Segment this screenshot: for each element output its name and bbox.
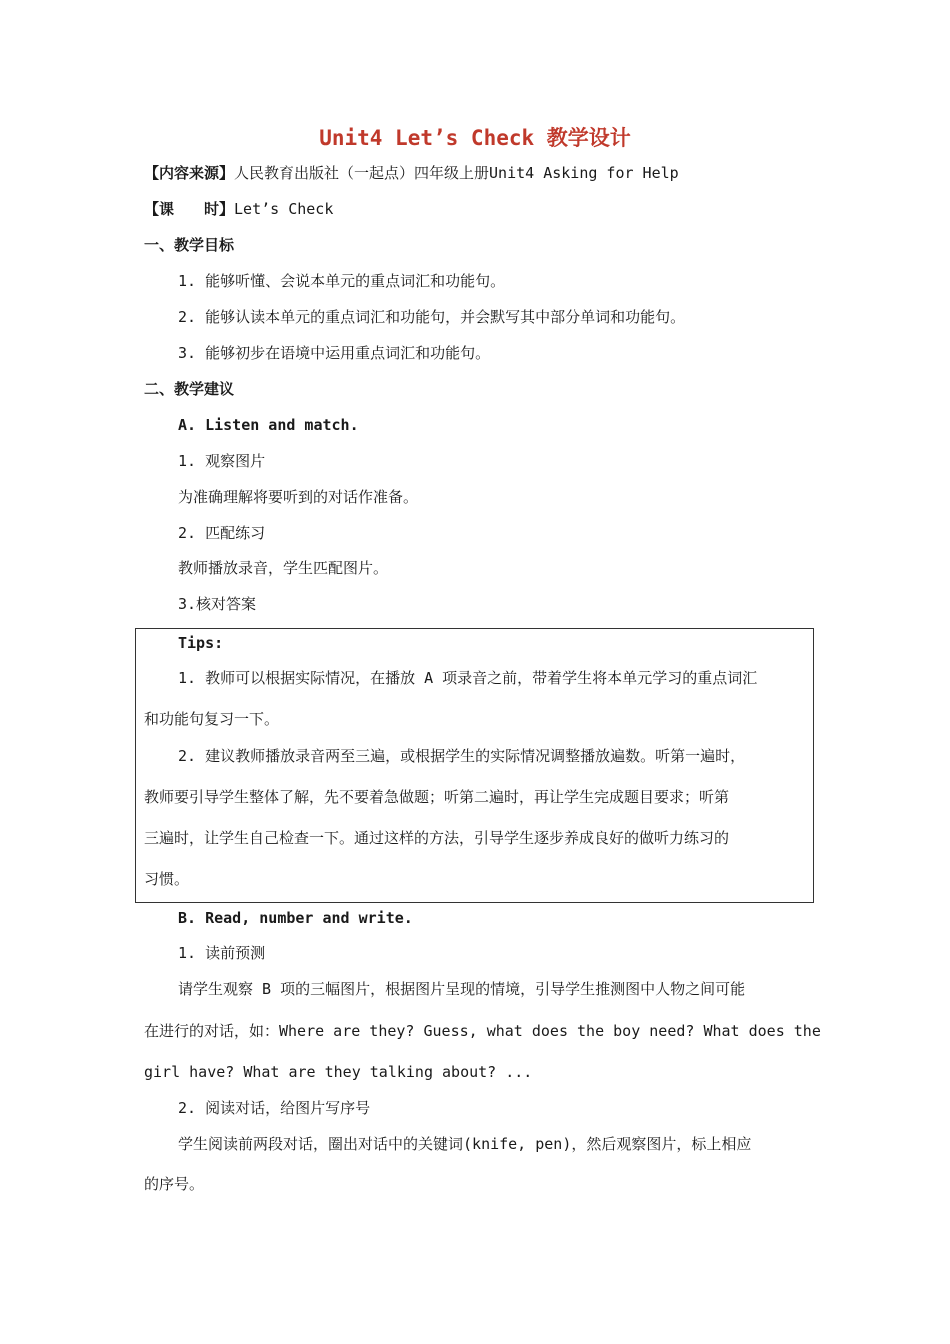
part-a-step2-text: 教师播放录音，学生匹配图片。 — [178, 559, 389, 577]
objective-item: 2. 能够认读本单元的重点词汇和功能句，并会默写其中部分单词和功能句。 — [178, 308, 686, 326]
part-a-title: A. Listen and match. — [178, 416, 359, 434]
source-line — [144, 162, 679, 184]
part-b-text: 在进行的对话，如：Where are they? Guess, what does the boy need? What does the — [144, 1022, 821, 1040]
part-b-step1: 1. 读前预测 — [178, 944, 266, 962]
part-a-step2: 2. 匹配练习 — [178, 524, 266, 542]
lesson-value: Let’s Check — [234, 200, 334, 218]
lesson-label: 【课 时】 — [144, 200, 235, 218]
part-b-text: 请学生观察 B 项的三幅图片，根据图片呈现的情境，引导学生推测图中人物之间可能 — [178, 980, 746, 998]
part-b-text: 的序号。 — [144, 1175, 205, 1193]
lesson-line — [144, 198, 333, 220]
section2-heading: 二、教学建议 — [144, 380, 235, 398]
tips-text: 1. 教师可以根据实际情况，在播放 A 项录音之前，带着学生将本单元学习的重点词汇 — [178, 669, 758, 687]
tips-text: 和功能句复习一下。 — [144, 710, 280, 728]
source-value: 人民教育出版社（一起点）四年级上册Unit4 Asking for Help — [234, 164, 679, 182]
part-b-title: B. Read, number and write. — [178, 909, 413, 927]
part-b-text: 学生阅读前两段对话，圈出对话中的关键词(knife, pen)，然后观察图片，标上相应 — [178, 1135, 752, 1153]
document-title: Unit4 Let’s Check 教学设计 — [319, 126, 631, 150]
part-a-step3: 3.核对答案 — [178, 595, 257, 613]
tips-text: 习惯。 — [144, 870, 190, 888]
section1-heading: 一、教学目标 — [144, 236, 235, 254]
objective-item: 3. 能够初步在语境中运用重点词汇和功能句。 — [178, 344, 491, 362]
source-label: 【内容来源】 — [144, 164, 235, 182]
tips-label: Tips: — [178, 634, 224, 652]
part-b-text: girl have? What are they talking about? ... — [144, 1063, 533, 1081]
objective-item: 1. 能够听懂、会说本单元的重点词汇和功能句。 — [178, 272, 506, 290]
tips-text: 教师要引导学生整体了解，先不要着急做题；听第二遍时，再让学生完成题目要求；听第 — [144, 788, 730, 806]
part-a-step1: 1. 观察图片 — [178, 452, 266, 470]
part-a-step1-text: 为准确理解将要听到的对话作准备。 — [178, 488, 419, 506]
tips-text: 2. 建议教师播放录音两至三遍，或根据学生的实际情况调整播放遍数。听第一遍时， — [178, 747, 746, 765]
tips-text: 三遍时，让学生自己检查一下。通过这样的方法，引导学生逐步养成良好的做听力练习的 — [144, 829, 730, 847]
part-b-step2: 2. 阅读对话，给图片写序号 — [178, 1099, 371, 1117]
